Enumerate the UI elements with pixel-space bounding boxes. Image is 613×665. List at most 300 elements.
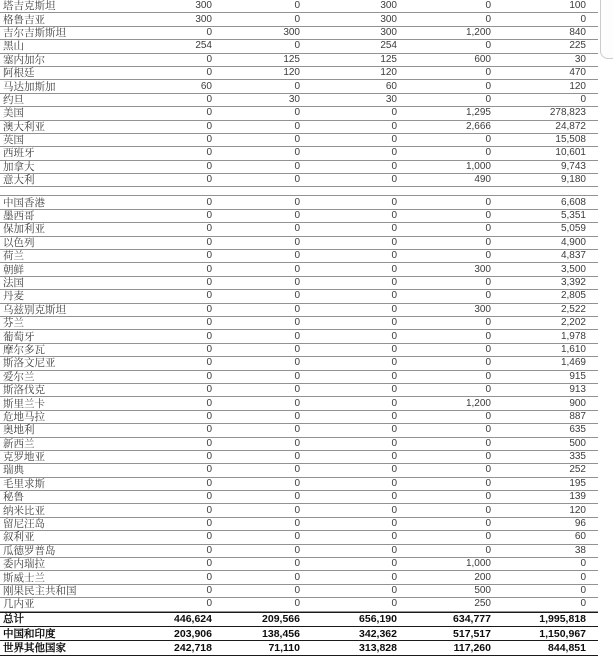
country-name: 加拿大 bbox=[3, 160, 35, 173]
table-row bbox=[0, 210, 598, 223]
value-cell: 2,666 bbox=[465, 120, 491, 132]
table-row bbox=[0, 478, 598, 491]
value-cell: 0 bbox=[206, 370, 212, 382]
value-cell: 2,202 bbox=[560, 317, 586, 329]
value-cell: 0 bbox=[206, 120, 212, 132]
value-cell: 0 bbox=[485, 424, 491, 436]
value-cell: 254 bbox=[380, 40, 397, 52]
value-cell: 71,110 bbox=[268, 642, 300, 655]
value-cell: 0 bbox=[294, 174, 300, 186]
value-cell: 0 bbox=[206, 558, 212, 570]
value-cell: 0 bbox=[485, 330, 491, 342]
value-cell: 0 bbox=[580, 13, 586, 25]
value-cell: 0 bbox=[206, 223, 212, 235]
value-cell: 0 bbox=[206, 290, 212, 302]
value-cell: 242,718 bbox=[174, 642, 212, 655]
value-cell: 0 bbox=[294, 196, 300, 208]
value-cell: 4,900 bbox=[560, 236, 586, 248]
value-cell: 0 bbox=[206, 147, 212, 159]
table-row bbox=[0, 424, 598, 437]
value-cell: 2,805 bbox=[560, 290, 586, 302]
value-cell: 0 bbox=[294, 571, 300, 583]
value-cell: 300 bbox=[474, 263, 491, 275]
country-name: 美国 bbox=[3, 107, 24, 120]
value-cell: 0 bbox=[485, 13, 491, 25]
country-name: 斯威士兰 bbox=[3, 571, 45, 584]
value-cell: 0 bbox=[391, 330, 397, 342]
value-cell: 0 bbox=[391, 196, 397, 208]
value-cell: 0 bbox=[294, 451, 300, 463]
value-cell: 0 bbox=[294, 584, 300, 596]
table-row bbox=[0, 223, 598, 236]
table-row bbox=[0, 357, 598, 370]
country-name: 几内亚 bbox=[3, 598, 35, 611]
value-cell: 1,000 bbox=[465, 558, 491, 570]
value-cell: 0 bbox=[580, 93, 586, 105]
country-name: 斯里兰卡 bbox=[3, 397, 45, 410]
value-cell: 0 bbox=[485, 40, 491, 52]
table-row bbox=[0, 107, 598, 120]
value-cell: 446,624 bbox=[174, 613, 212, 626]
country-name: 法国 bbox=[3, 277, 24, 289]
value-cell: 0 bbox=[206, 544, 212, 556]
value-cell: 0 bbox=[294, 424, 300, 436]
value-cell: 0 bbox=[391, 544, 397, 556]
value-cell: 0 bbox=[206, 134, 212, 146]
value-cell: 0 bbox=[294, 263, 300, 275]
value-cell: 125 bbox=[283, 53, 300, 65]
value-cell: 0 bbox=[206, 397, 212, 409]
country-name: 奥地利 bbox=[3, 424, 35, 437]
value-cell: 0 bbox=[485, 477, 491, 489]
country-name: 格鲁吉亚 bbox=[3, 13, 45, 26]
country-name: 斯洛文尼亚 bbox=[3, 357, 56, 370]
country-name: 马达加斯加 bbox=[3, 80, 56, 93]
value-cell: 138,456 bbox=[262, 627, 300, 640]
value-cell: 0 bbox=[485, 0, 491, 12]
value-cell: 0 bbox=[206, 504, 212, 516]
value-cell: 0 bbox=[485, 147, 491, 159]
value-cell: 9,743 bbox=[560, 160, 586, 172]
value-cell: 0 bbox=[391, 160, 397, 172]
value-cell: 0 bbox=[206, 210, 212, 222]
value-cell: 300 bbox=[474, 303, 491, 315]
table-row bbox=[0, 451, 598, 464]
value-cell: 0 bbox=[294, 120, 300, 132]
value-cell: 0 bbox=[580, 571, 586, 583]
country-name: 瓜德罗普岛 bbox=[3, 544, 56, 557]
value-cell: 656,190 bbox=[359, 613, 397, 626]
value-cell: 0 bbox=[485, 250, 491, 262]
value-cell: 0 bbox=[391, 437, 397, 449]
table-row bbox=[0, 384, 598, 397]
value-cell: 0 bbox=[391, 584, 397, 596]
value-cell: 0 bbox=[485, 196, 491, 208]
value-cell: 0 bbox=[485, 134, 491, 146]
table-row bbox=[0, 545, 598, 558]
country-name: 秘鲁 bbox=[3, 491, 24, 504]
value-cell: 120 bbox=[380, 67, 397, 79]
table-row bbox=[0, 304, 598, 317]
value-cell: 0 bbox=[485, 531, 491, 543]
table-row bbox=[0, 344, 598, 357]
table-row bbox=[0, 371, 598, 384]
value-cell: 0 bbox=[206, 53, 212, 65]
value-cell: 250 bbox=[474, 598, 491, 610]
table-row bbox=[0, 237, 598, 250]
summary-label: 总计 bbox=[3, 613, 24, 626]
value-cell: 0 bbox=[391, 343, 397, 355]
value-cell: 0 bbox=[206, 584, 212, 596]
summary-row bbox=[0, 641, 598, 655]
section-gap bbox=[0, 187, 598, 196]
value-cell: 517,517 bbox=[453, 627, 491, 640]
country-name: 吉尔吉斯斯坦 bbox=[3, 26, 66, 39]
value-cell: 0 bbox=[391, 424, 397, 436]
value-cell: 0 bbox=[485, 67, 491, 79]
value-cell: 844,851 bbox=[548, 642, 586, 655]
country-name: 荷兰 bbox=[3, 250, 24, 263]
value-cell: 0 bbox=[391, 477, 397, 489]
value-cell: 0 bbox=[391, 277, 397, 288]
value-cell: 60 bbox=[200, 80, 212, 92]
value-cell: 0 bbox=[294, 210, 300, 222]
value-cell: 0 bbox=[294, 518, 300, 530]
value-cell: 0 bbox=[206, 330, 212, 342]
value-cell: 915 bbox=[569, 370, 586, 382]
table-row bbox=[0, 330, 598, 343]
table-row bbox=[0, 411, 598, 424]
country-name: 斯洛伐克 bbox=[3, 384, 45, 397]
country-name: 芬兰 bbox=[3, 317, 24, 330]
value-cell: 0 bbox=[206, 250, 212, 262]
value-cell: 0 bbox=[391, 236, 397, 248]
value-cell: 0 bbox=[206, 437, 212, 449]
value-cell: 0 bbox=[391, 107, 397, 119]
table-row bbox=[0, 134, 598, 147]
value-cell: 0 bbox=[485, 464, 491, 476]
table-row bbox=[0, 13, 598, 26]
value-cell: 0 bbox=[391, 451, 397, 463]
value-cell: 0 bbox=[391, 120, 397, 132]
country-name: 西班牙 bbox=[3, 147, 35, 160]
value-cell: 0 bbox=[294, 160, 300, 172]
table-row bbox=[0, 397, 598, 410]
table-row bbox=[0, 196, 598, 209]
value-cell: 9,180 bbox=[560, 174, 586, 186]
value-cell: 0 bbox=[206, 384, 212, 396]
value-cell: 0 bbox=[485, 80, 491, 92]
value-cell: 0 bbox=[391, 518, 397, 530]
value-cell: 1,200 bbox=[465, 397, 491, 409]
country-name: 瑞典 bbox=[3, 464, 24, 477]
value-cell: 470 bbox=[569, 67, 586, 79]
table-row bbox=[0, 571, 598, 584]
value-cell: 0 bbox=[206, 277, 212, 288]
value-cell: 335 bbox=[569, 451, 586, 463]
table-row bbox=[0, 277, 598, 290]
value-cell: 1,000 bbox=[465, 160, 491, 172]
value-cell: 24,872 bbox=[555, 120, 586, 132]
value-cell: 209,566 bbox=[262, 613, 300, 626]
table-row bbox=[0, 290, 598, 303]
summary-body bbox=[0, 612, 598, 656]
value-cell: 120 bbox=[569, 504, 586, 516]
value-cell: 0 bbox=[206, 303, 212, 315]
table-row bbox=[0, 518, 598, 531]
value-cell: 1,995,818 bbox=[539, 613, 586, 626]
country-name: 意大利 bbox=[3, 174, 35, 187]
country-name: 葡萄牙 bbox=[3, 330, 35, 343]
value-cell: 0 bbox=[294, 317, 300, 329]
value-cell: 0 bbox=[294, 236, 300, 248]
value-cell: 300 bbox=[195, 0, 212, 12]
value-cell: 0 bbox=[485, 317, 491, 329]
value-cell: 0 bbox=[391, 384, 397, 396]
value-cell: 0 bbox=[391, 134, 397, 146]
value-cell: 203,906 bbox=[174, 627, 212, 640]
country-name: 丹麦 bbox=[3, 290, 24, 303]
value-cell: 278,823 bbox=[549, 107, 586, 119]
value-cell: 0 bbox=[580, 558, 586, 570]
summary-row bbox=[0, 627, 598, 641]
table-row bbox=[0, 585, 598, 598]
table-row bbox=[0, 531, 598, 544]
value-cell: 0 bbox=[485, 410, 491, 422]
value-cell: 0 bbox=[206, 107, 212, 119]
value-cell: 840 bbox=[569, 26, 586, 38]
value-cell: 0 bbox=[294, 504, 300, 516]
country-name: 阿根廷 bbox=[3, 67, 35, 80]
country-name: 英国 bbox=[3, 134, 24, 147]
country-name: 叙利亚 bbox=[3, 531, 35, 544]
country-name: 克罗地亚 bbox=[3, 451, 45, 464]
value-cell: 600 bbox=[474, 53, 491, 65]
table-row bbox=[0, 598, 598, 611]
value-cell: 2,522 bbox=[560, 303, 586, 315]
table-row bbox=[0, 161, 598, 174]
value-cell: 0 bbox=[580, 584, 586, 596]
value-cell: 0 bbox=[294, 250, 300, 262]
country-name: 塞内加尔 bbox=[3, 53, 45, 66]
value-cell: 0 bbox=[391, 397, 397, 409]
table-row bbox=[0, 80, 598, 93]
table-row bbox=[0, 0, 598, 13]
value-cell: 0 bbox=[391, 598, 397, 610]
value-cell: 0 bbox=[391, 317, 397, 329]
value-cell: 0 bbox=[206, 343, 212, 355]
value-cell: 0 bbox=[206, 451, 212, 463]
value-cell: 1,200 bbox=[465, 26, 491, 38]
value-cell: 0 bbox=[294, 13, 300, 25]
value-cell: 0 bbox=[294, 0, 300, 12]
value-cell: 0 bbox=[294, 107, 300, 119]
value-cell: 0 bbox=[294, 330, 300, 342]
value-cell: 0 bbox=[294, 343, 300, 355]
table-row bbox=[0, 504, 598, 517]
value-cell: 0 bbox=[206, 357, 212, 369]
value-cell: 0 bbox=[391, 531, 397, 543]
value-cell: 38 bbox=[574, 544, 586, 556]
country-name: 毛里求斯 bbox=[3, 477, 45, 490]
value-cell: 300 bbox=[283, 26, 300, 38]
value-cell: 60 bbox=[385, 80, 397, 92]
value-cell: 0 bbox=[294, 397, 300, 409]
country-name: 保加利亚 bbox=[3, 223, 45, 236]
table-row bbox=[0, 94, 598, 107]
value-cell: 225 bbox=[569, 40, 586, 52]
country-name: 黑山 bbox=[3, 40, 24, 53]
value-cell: 139 bbox=[569, 491, 586, 503]
country-name: 留尼汪岛 bbox=[3, 518, 45, 531]
table-row bbox=[0, 250, 598, 263]
value-cell: 0 bbox=[294, 40, 300, 52]
value-cell: 0 bbox=[391, 491, 397, 503]
value-cell: 5,059 bbox=[560, 223, 586, 235]
value-cell: 60 bbox=[574, 531, 586, 543]
value-cell: 15,508 bbox=[555, 134, 586, 146]
value-cell: 0 bbox=[485, 451, 491, 463]
value-cell: 0 bbox=[294, 134, 300, 146]
value-cell: 0 bbox=[391, 504, 397, 516]
value-cell: 0 bbox=[391, 558, 397, 570]
value-cell: 117,260 bbox=[453, 642, 491, 655]
table-row bbox=[0, 27, 598, 40]
value-cell: 500 bbox=[474, 584, 491, 596]
value-cell: 0 bbox=[485, 370, 491, 382]
country-name: 塔吉克斯坦 bbox=[3, 0, 56, 13]
value-cell: 1,295 bbox=[465, 107, 491, 119]
value-cell: 3,392 bbox=[560, 277, 586, 288]
country-name: 新西兰 bbox=[3, 437, 35, 450]
value-cell: 0 bbox=[391, 174, 397, 186]
value-cell: 0 bbox=[294, 531, 300, 543]
value-cell: 300 bbox=[380, 26, 397, 38]
table-row bbox=[0, 147, 598, 160]
value-cell: 0 bbox=[391, 250, 397, 262]
value-cell: 0 bbox=[206, 424, 212, 436]
table-row bbox=[0, 491, 598, 504]
value-cell: 635 bbox=[569, 424, 586, 436]
value-cell: 0 bbox=[294, 544, 300, 556]
value-cell: 1,150,967 bbox=[539, 627, 586, 640]
value-cell: 96 bbox=[574, 518, 586, 530]
value-cell: 0 bbox=[294, 410, 300, 422]
country-name: 朝鲜 bbox=[3, 263, 24, 276]
value-cell: 5,351 bbox=[560, 210, 586, 222]
value-cell: 0 bbox=[485, 290, 491, 302]
value-cell: 0 bbox=[294, 477, 300, 489]
value-cell: 120 bbox=[569, 80, 586, 92]
country-name: 以色列 bbox=[3, 236, 35, 249]
value-cell: 0 bbox=[294, 598, 300, 610]
country-name: 墨西哥 bbox=[3, 210, 35, 223]
value-cell: 0 bbox=[206, 263, 212, 275]
scrollbar-thumb[interactable] bbox=[600, 0, 613, 59]
table-row bbox=[0, 40, 598, 53]
value-cell: 0 bbox=[206, 26, 212, 38]
summary-row bbox=[0, 613, 598, 627]
value-cell: 900 bbox=[569, 397, 586, 409]
value-cell: 0 bbox=[485, 93, 491, 105]
table-row bbox=[0, 54, 598, 67]
value-cell: 0 bbox=[294, 277, 300, 288]
value-cell: 0 bbox=[580, 598, 586, 610]
value-cell: 0 bbox=[206, 174, 212, 186]
value-cell: 120 bbox=[283, 67, 300, 79]
value-cell: 0 bbox=[206, 67, 212, 79]
table-row bbox=[0, 67, 598, 80]
value-cell: 200 bbox=[474, 571, 491, 583]
value-cell: 0 bbox=[206, 410, 212, 422]
value-cell: 252 bbox=[569, 464, 586, 476]
table-row bbox=[0, 464, 598, 477]
value-cell: 0 bbox=[485, 210, 491, 222]
value-cell: 1,469 bbox=[560, 357, 586, 369]
value-cell: 254 bbox=[195, 40, 212, 52]
country-name: 约旦 bbox=[3, 93, 24, 106]
value-cell: 3,500 bbox=[560, 263, 586, 275]
value-cell: 6,608 bbox=[560, 196, 586, 208]
summary-label: 中国和印度 bbox=[3, 627, 56, 640]
value-cell: 0 bbox=[485, 236, 491, 248]
country-name: 爱尔兰 bbox=[3, 370, 35, 383]
country-name: 中国香港 bbox=[3, 196, 45, 209]
value-cell: 0 bbox=[294, 464, 300, 476]
value-cell: 100 bbox=[569, 0, 586, 12]
value-cell: 0 bbox=[206, 518, 212, 530]
value-cell: 342,362 bbox=[359, 627, 397, 640]
value-cell: 10,601 bbox=[555, 147, 586, 159]
value-cell: 30 bbox=[288, 93, 300, 105]
value-cell: 0 bbox=[294, 303, 300, 315]
value-cell: 0 bbox=[294, 437, 300, 449]
value-cell: 0 bbox=[391, 303, 397, 315]
value-cell: 913 bbox=[569, 384, 586, 396]
value-cell: 0 bbox=[485, 343, 491, 355]
value-cell: 0 bbox=[294, 558, 300, 570]
table-row bbox=[0, 558, 598, 571]
value-cell: 0 bbox=[391, 410, 397, 422]
value-cell: 0 bbox=[294, 290, 300, 302]
country-name: 乌兹别克斯坦 bbox=[3, 303, 66, 316]
value-cell: 887 bbox=[569, 410, 586, 422]
value-cell: 0 bbox=[485, 384, 491, 396]
value-cell: 195 bbox=[569, 477, 586, 489]
value-cell: 0 bbox=[206, 196, 212, 208]
value-cell: 1,978 bbox=[560, 330, 586, 342]
value-cell: 0 bbox=[391, 357, 397, 369]
value-cell: 0 bbox=[206, 531, 212, 543]
value-cell: 1,610 bbox=[560, 343, 586, 355]
value-cell: 0 bbox=[206, 236, 212, 248]
country-name: 刚果民主共和国 bbox=[3, 584, 77, 597]
value-cell: 30 bbox=[385, 93, 397, 105]
value-cell: 30 bbox=[574, 53, 586, 65]
country-name: 委内瑞拉 bbox=[3, 558, 45, 571]
value-cell: 634,777 bbox=[453, 613, 491, 626]
value-cell: 0 bbox=[294, 370, 300, 382]
country-name: 纳米比亚 bbox=[3, 504, 45, 517]
value-cell: 0 bbox=[294, 223, 300, 235]
value-cell: 0 bbox=[206, 571, 212, 583]
value-cell: 0 bbox=[485, 357, 491, 369]
value-cell: 0 bbox=[206, 477, 212, 489]
value-cell: 0 bbox=[391, 223, 397, 235]
table-row bbox=[0, 174, 598, 187]
table-row bbox=[0, 263, 598, 276]
value-cell: 0 bbox=[485, 277, 491, 288]
